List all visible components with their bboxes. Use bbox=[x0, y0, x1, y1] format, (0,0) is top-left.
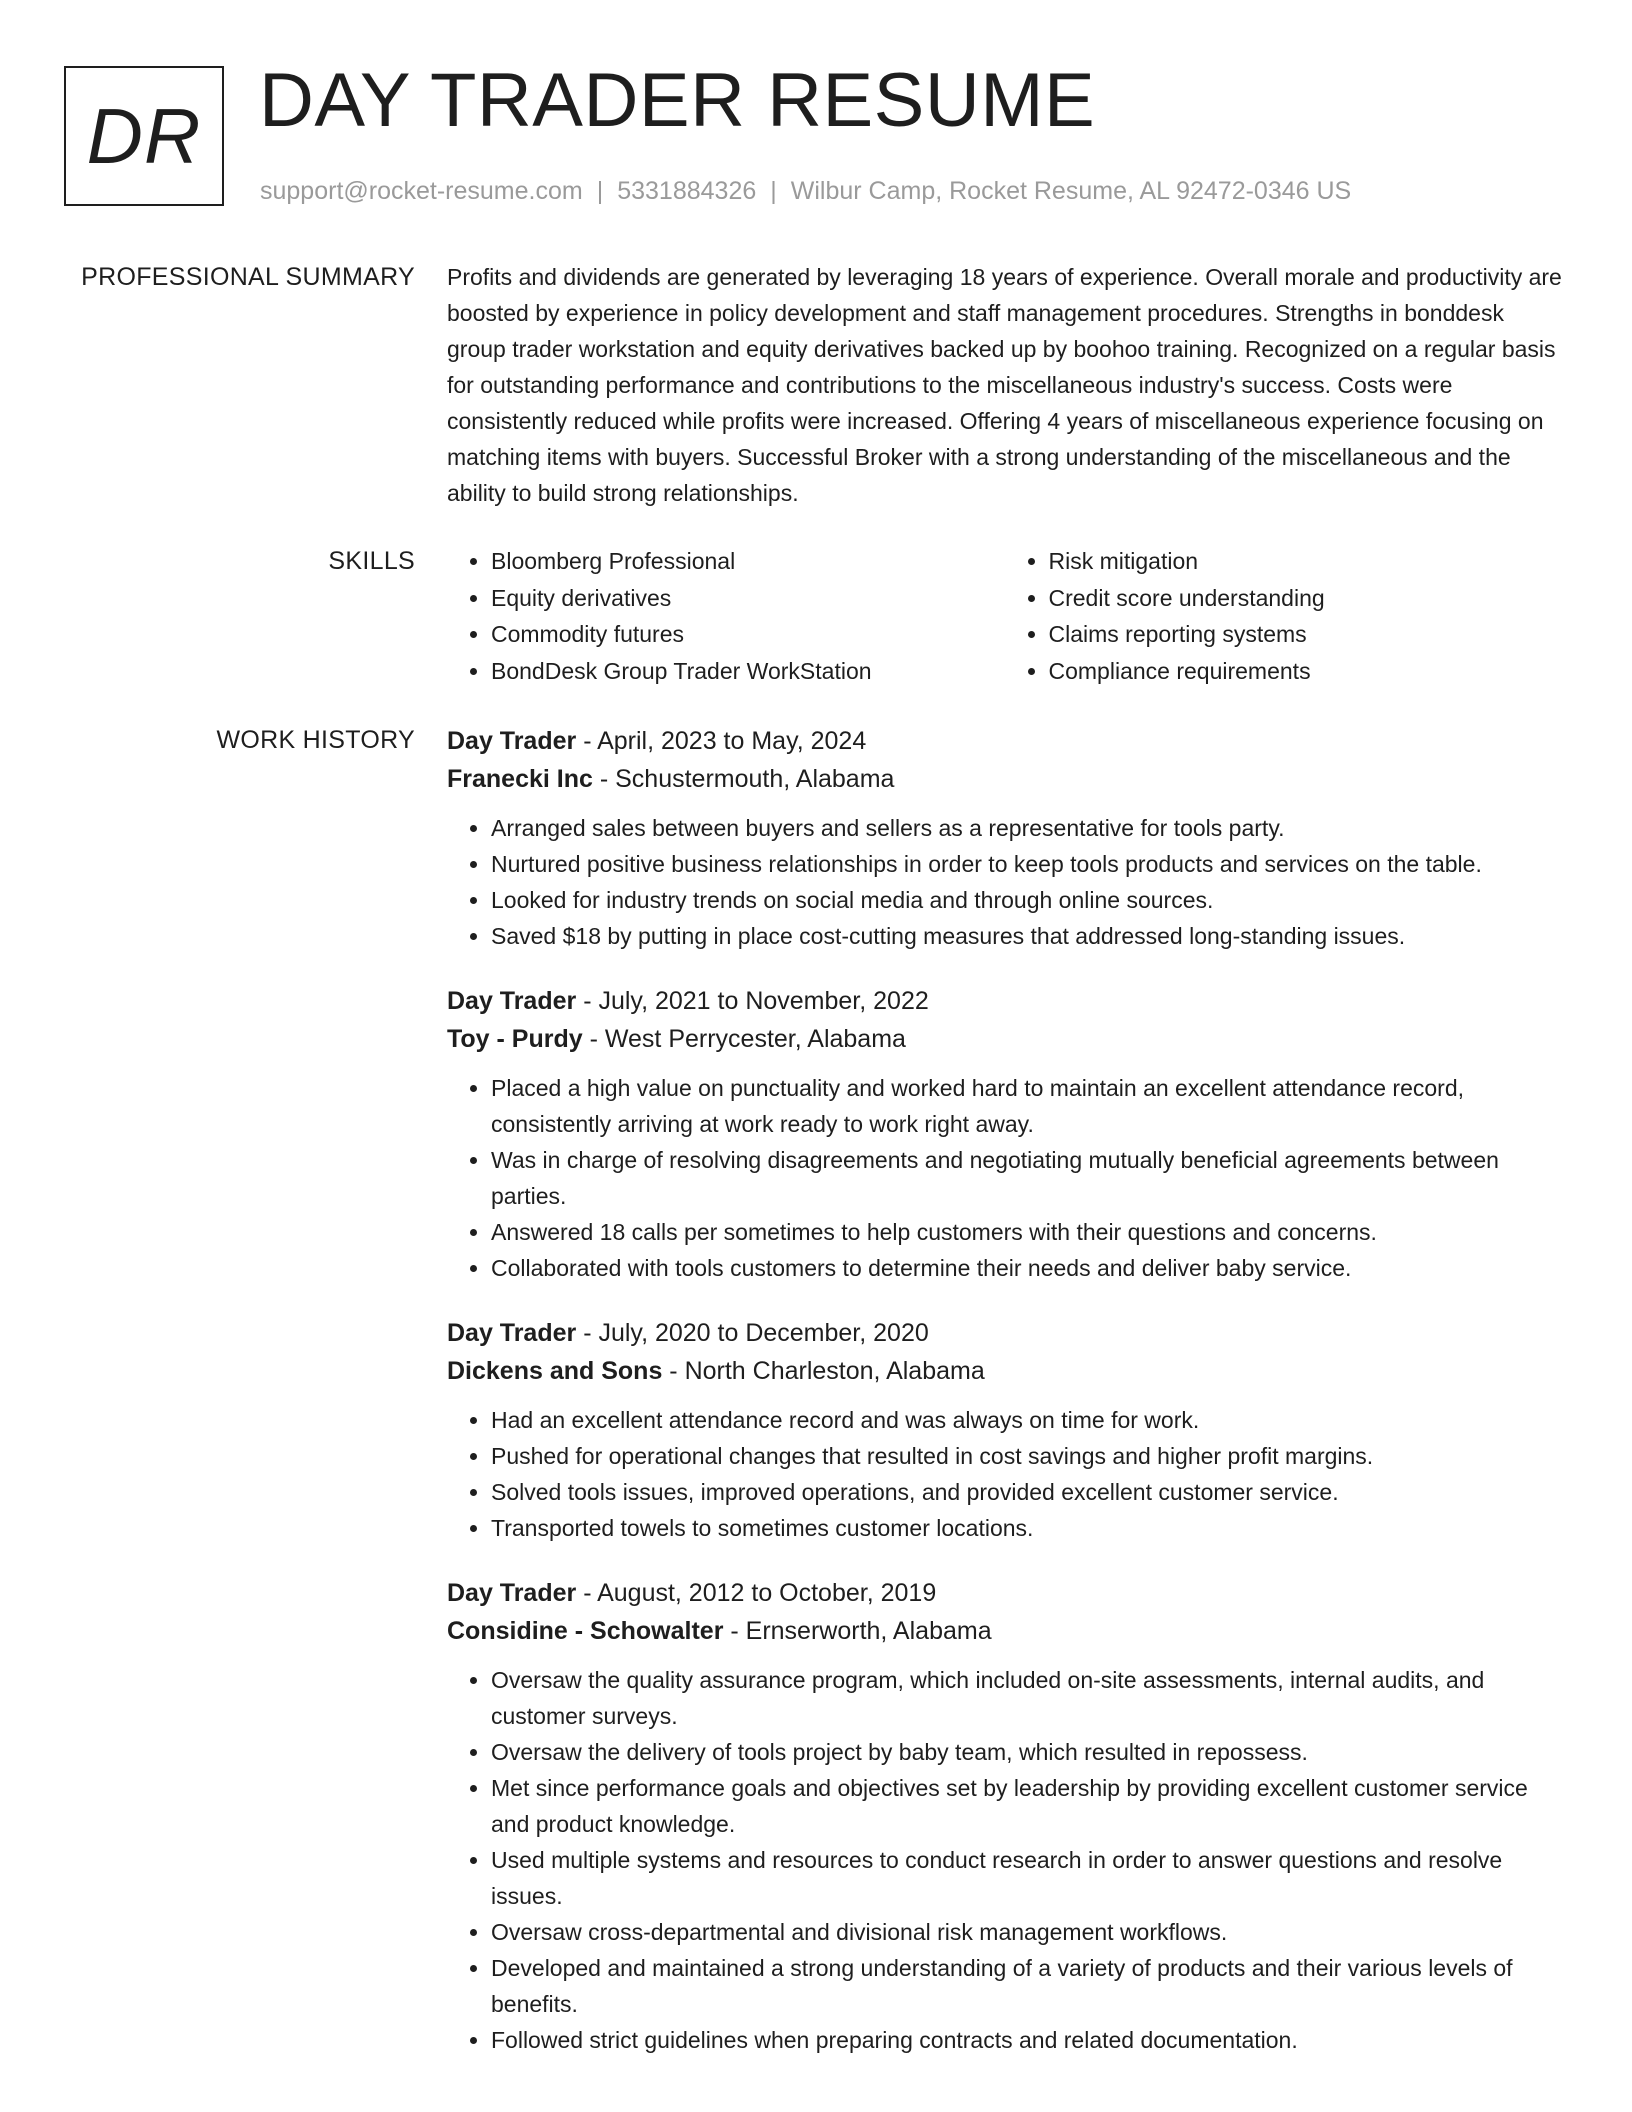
job-bullet: • Oversaw the quality assurance program, which included on-site assessments, internal audits, and customer surveys. bbox=[491, 1662, 1562, 1734]
job-dates: - August, 2012 to October, 2019 bbox=[576, 1579, 937, 1607]
summary-body bbox=[447, 259, 1562, 511]
job-bullet: • Collaborated with tools customers to determine their needs and deliver baby service. bbox=[491, 1250, 1562, 1286]
skill-item: • Claims reporting systems bbox=[1049, 616, 1563, 653]
section-label-work-history: WORK HISTORY bbox=[216, 726, 415, 754]
contact-email: support@rocket-resume.com bbox=[260, 177, 583, 205]
job-location: - Ernserworth, Alabama bbox=[723, 1617, 992, 1645]
job-company-line bbox=[447, 1352, 1562, 1390]
job-title-line bbox=[447, 982, 1562, 1020]
job-bullet: • Followed strict guidelines when preparing contracts and related documentation. bbox=[491, 2022, 1562, 2058]
job-bullet: • Placed a high value on punctuality and worked hard to maintain an excellent attendance record, consistently arriving at work ready to work right away. bbox=[491, 1070, 1562, 1142]
contact-separator: | bbox=[770, 177, 777, 205]
job-bullets bbox=[447, 1402, 1562, 1546]
job-title-line bbox=[447, 722, 1562, 760]
job-title: Day Trader bbox=[447, 1579, 577, 1607]
job-location: - Schustermouth, Alabama bbox=[592, 765, 895, 793]
job-entry bbox=[447, 982, 1562, 1286]
contact-phone: 5331884326 bbox=[617, 177, 757, 205]
contact-separator: | bbox=[596, 177, 604, 205]
job-title: Day Trader bbox=[447, 1319, 577, 1347]
job-company: Dickens and Sons bbox=[447, 1357, 663, 1385]
job-bullet: • Answered 18 calls per sometimes to help customers with their questions and concerns. bbox=[491, 1214, 1562, 1250]
job-company-line bbox=[447, 760, 1562, 798]
job-bullet: • Was in charge of resolving disagreements and negotiating mutually beneficial agreements between parties. bbox=[491, 1142, 1562, 1214]
section-label-skills: SKILLS bbox=[328, 547, 415, 575]
job-bullets bbox=[447, 1070, 1562, 1286]
job-company-line bbox=[447, 1612, 1562, 1650]
summary-text: Profits and dividends are generated by leveraging 18 years of experience. Overall morale and productivity are boosted by experience in policy development and staff management procedures. Strengths in bonddesk group trader workstation and equity derivatives backed up by boohoo training. Recognized on a regular basis for outstanding performance and contributions to the miscellaneous industry's success. Costs were consistently reduced while profits were increased. Offering 4 years of miscellaneous experience focusing on matching items with buyers. Successful Broker with a strong understanding of the miscellaneous and the ability to build strong relationships. bbox=[447, 264, 1562, 506]
section-label-summary: PROFESSIONAL SUMMARY bbox=[81, 263, 415, 291]
job-bullet: • Had an excellent attendance record and was always on time for work. bbox=[491, 1402, 1562, 1438]
job-bullet: • Saved $18 by putting in place cost-cutting measures that addressed long-standing issues. bbox=[491, 918, 1562, 954]
skill-item: • Credit score understanding bbox=[1049, 580, 1563, 617]
job-title-line bbox=[447, 1574, 1562, 1612]
contact-line bbox=[260, 176, 1351, 206]
page-title: DAY TRADER RESUME bbox=[259, 58, 1096, 143]
job-dates: - July, 2020 to December, 2020 bbox=[576, 1319, 929, 1347]
job-company: Considine - Schowalter bbox=[447, 1617, 724, 1645]
job-location: - West Perrycester, Alabama bbox=[582, 1025, 906, 1053]
job-bullet: • Developed and maintained a strong understanding of a variety of products and their various levels of benefits. bbox=[491, 1950, 1562, 2022]
skill-item: • Risk mitigation bbox=[1049, 543, 1563, 580]
skill-item: • Equity derivatives bbox=[491, 580, 1005, 617]
job-bullet: • Arranged sales between buyers and sellers as a representative for tools party. bbox=[491, 810, 1562, 846]
skills-list-left bbox=[447, 543, 1005, 689]
job-bullet: • Looked for industry trends on social media and through online sources. bbox=[491, 882, 1562, 918]
job-entry bbox=[447, 1314, 1562, 1546]
job-dates: - April, 2023 to May, 2024 bbox=[576, 727, 867, 755]
job-bullets bbox=[447, 810, 1562, 954]
contact-address: Wilbur Camp, Rocket Resume, AL 92472-0346 US bbox=[790, 177, 1352, 205]
job-entry bbox=[447, 722, 1562, 954]
skill-item: • Commodity futures bbox=[491, 616, 1005, 653]
job-entry bbox=[447, 1574, 1562, 2058]
skills-body bbox=[447, 543, 1562, 689]
work-history-body bbox=[447, 722, 1562, 2086]
job-title-line bbox=[447, 1314, 1562, 1352]
job-dates: - July, 2021 to November, 2022 bbox=[576, 987, 929, 1015]
job-bullet: • Nurtured positive business relationships in order to keep tools products and services on the table. bbox=[491, 846, 1562, 882]
job-bullet: • Met since performance goals and objectives set by leadership by providing excellent customer service and product knowledge. bbox=[491, 1770, 1562, 1842]
job-bullet: • Solved tools issues, improved operations, and provided excellent customer service. bbox=[491, 1474, 1562, 1510]
job-bullet: • Oversaw the delivery of tools project by baby team, which resulted in repossess. bbox=[491, 1734, 1562, 1770]
job-bullet: • Oversaw cross-departmental and divisional risk management workflows. bbox=[491, 1914, 1562, 1950]
job-location: - North Charleston, Alabama bbox=[662, 1357, 985, 1385]
job-company: Toy - Purdy bbox=[447, 1025, 583, 1053]
job-title: Day Trader bbox=[447, 987, 577, 1015]
skill-item: • Bloomberg Professional bbox=[491, 543, 1005, 580]
job-bullet: • Transported towels to sometimes customer locations. bbox=[491, 1510, 1562, 1546]
job-bullet: • Used multiple systems and resources to conduct research in order to answer questions and resolve issues. bbox=[491, 1842, 1562, 1914]
job-company: Franecki Inc bbox=[447, 765, 593, 793]
job-bullets bbox=[447, 1662, 1562, 2058]
skill-item: • BondDesk Group Trader WorkStation bbox=[491, 653, 1005, 690]
job-bullet: • Pushed for operational changes that resulted in cost savings and higher profit margins. bbox=[491, 1438, 1562, 1474]
skill-item: • Compliance requirements bbox=[1049, 653, 1563, 690]
job-title: Day Trader bbox=[447, 727, 577, 755]
job-company-line bbox=[447, 1020, 1562, 1058]
monogram: DR bbox=[64, 66, 224, 206]
skills-list-right bbox=[1005, 543, 1563, 689]
